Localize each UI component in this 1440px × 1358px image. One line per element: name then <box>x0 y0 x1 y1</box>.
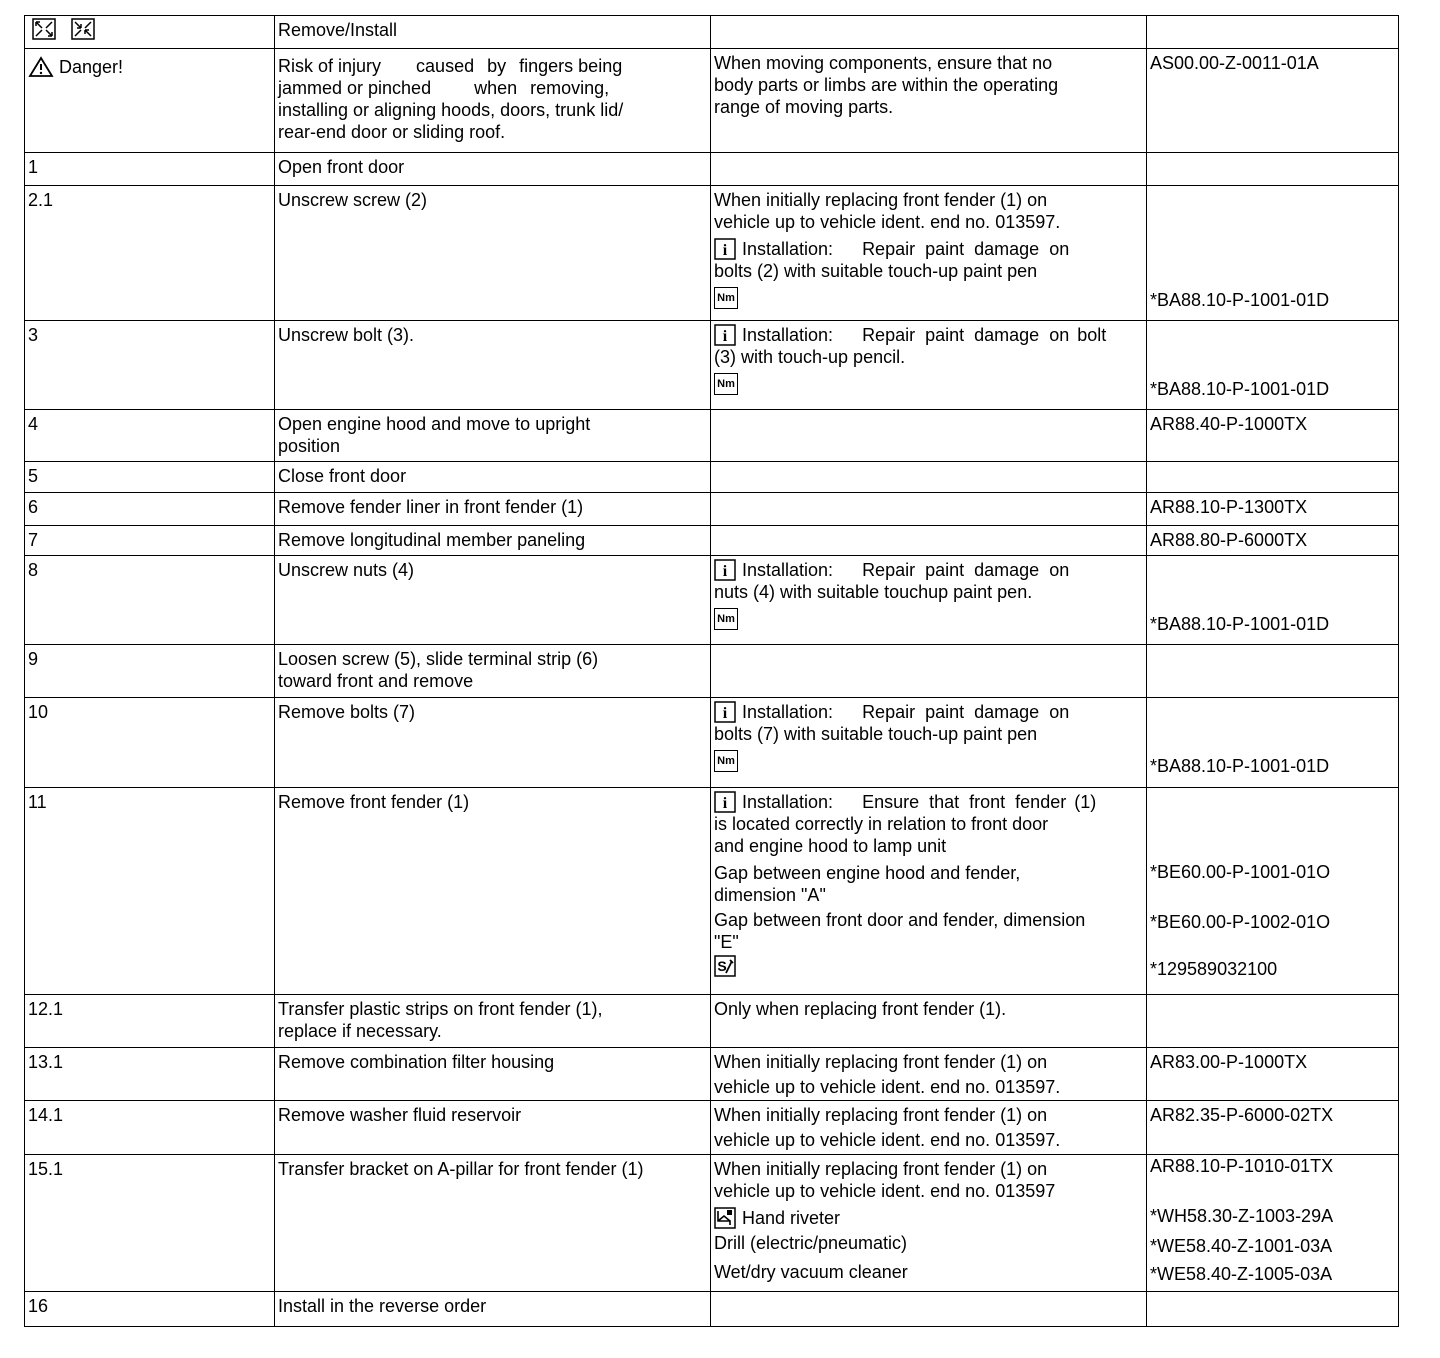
step-action: Install in the reverse order <box>275 1292 711 1327</box>
step-ref-cell <box>1147 556 1399 645</box>
table-row <box>25 493 1399 526</box>
step-ref[interactable]: AR83.00-P-1000TX <box>1147 1048 1399 1101</box>
danger-label: Danger! <box>59 57 124 78</box>
svg-text:i: i <box>722 563 728 580</box>
table-row <box>25 1292 1399 1327</box>
step-action: Unscrew nuts (4) <box>275 556 711 645</box>
step-number: 14.1 <box>25 1101 275 1155</box>
step-action: Close front door <box>275 462 711 493</box>
step-number: 3 <box>25 321 275 410</box>
svg-text:i: i <box>722 705 728 722</box>
tool-icon <box>714 1207 736 1229</box>
step-ref[interactable]: *WE58.40-Z-1005-03A <box>1150 1264 1333 1284</box>
table-row <box>25 1155 1399 1292</box>
step-ref[interactable]: *BA88.10-P-1001-01D <box>1150 614 1330 634</box>
step-ref-cell <box>1147 186 1399 321</box>
step-ref[interactable]: AR82.35-P-6000-02TX <box>1147 1101 1399 1155</box>
step-ref[interactable]: *BA88.10-P-1001-01D <box>1150 379 1330 399</box>
step-note: When initially replacing front fender (1) on vehicle up to vehicle ident. end no. 013597. i Installation: Repair paint damage on bolts (2) with suitable touch-up paint pen Nm <box>711 186 1147 321</box>
step-ref[interactable]: AR88.80-P-6000TX <box>1147 526 1399 556</box>
step-note: When initially replacing front fender (1) on vehicle up to vehicle ident. end no. 013597. <box>711 1048 1147 1101</box>
step-ref-cell <box>1147 321 1399 410</box>
torque-nm-icon: Nm <box>714 608 738 630</box>
info-icon <box>714 791 736 813</box>
torque-nm-icon: Nm <box>714 750 738 772</box>
step-number: 11 <box>25 788 275 995</box>
step-ref-cell <box>1147 698 1399 788</box>
procedure-table <box>24 15 1399 1327</box>
step-ref[interactable]: *WE58.40-Z-1001-03A <box>1150 1236 1333 1256</box>
step-ref[interactable]: AR88.40-P-1000TX <box>1147 410 1399 462</box>
info-icon <box>714 324 736 346</box>
step-note: Only when replacing front fender (1). <box>711 995 1147 1048</box>
step-ref[interactable]: *WH58.30-Z-1003-29A <box>1150 1206 1334 1226</box>
table-row <box>25 49 1399 153</box>
step-number: 1 <box>25 153 275 186</box>
step-ref-cell <box>1147 788 1399 995</box>
special-tool-icon <box>714 955 736 977</box>
step-note: i Installation: Ensure that front fender (1) is located correctly in relation to front door and engine hood to lamp unit Gap between engine hood and fender, dimension "A" Gap between front door and fender, dimension "E" S <box>711 788 1147 995</box>
header-icons-cell <box>25 16 275 49</box>
step-action: Remove front fender (1) <box>275 788 711 995</box>
step-action: Remove longitudinal member paneling <box>275 526 711 556</box>
remove-icon <box>32 18 56 40</box>
step-number: 2.1 <box>25 186 275 321</box>
table-row <box>25 1048 1399 1101</box>
step-ref[interactable]: *BA88.10-P-1001-01D <box>1150 290 1330 310</box>
step-action: Remove bolts (7) <box>275 698 711 788</box>
step-ref[interactable]: AR88.10-P-1300TX <box>1147 493 1399 526</box>
step-number: 9 <box>25 645 275 698</box>
svg-text:i: i <box>722 328 728 345</box>
step-action: Open engine hood and move to upright position <box>275 410 711 462</box>
step-ref[interactable]: *129589032100 <box>1150 959 1278 979</box>
table-row <box>25 1101 1399 1155</box>
step-action: Transfer bracket on A-pillar for front fender (1) <box>275 1155 711 1292</box>
step-number: 6 <box>25 493 275 526</box>
step-note: When initially replacing front fender (1) on vehicle up to vehicle ident. end no. 013597 Hand riveter Drill (electric/pneumatic) Wet/dry vacuum cleaner <box>711 1155 1147 1292</box>
step-action: Open front door <box>275 153 711 186</box>
svg-text:S: S <box>717 958 727 974</box>
step-ref[interactable]: *BE60.00-P-1001-01O <box>1150 862 1331 882</box>
step-number: 12.1 <box>25 995 275 1048</box>
step-number: 7 <box>25 526 275 556</box>
danger-label-cell <box>25 49 275 153</box>
install-icon <box>71 18 95 40</box>
step-number: 8 <box>25 556 275 645</box>
step-ref[interactable]: AR88.10-P-1010-01TX <box>1150 1156 1334 1176</box>
torque-nm-icon: Nm <box>714 287 738 309</box>
svg-text:i: i <box>722 242 728 259</box>
step-action: Unscrew screw (2) <box>275 186 711 321</box>
table-row <box>25 698 1399 788</box>
step-ref[interactable]: *BA88.10-P-1001-01D <box>1150 756 1330 776</box>
step-note: i Installation: Repair paint damage on bolts (7) with suitable touch-up paint pen Nm <box>711 698 1147 788</box>
step-number: 4 <box>25 410 275 462</box>
torque-nm-icon: Nm <box>714 373 738 395</box>
step-number: 10 <box>25 698 275 788</box>
step-note: i Installation: Repair paint damage on bolt (3) with touch-up pencil. Nm <box>711 321 1147 410</box>
step-ref-cell <box>1147 1155 1399 1292</box>
info-icon <box>714 559 736 581</box>
table-row <box>25 16 1399 49</box>
step-number: 13.1 <box>25 1048 275 1101</box>
info-icon <box>714 238 736 260</box>
step-number: 5 <box>25 462 275 493</box>
header-title: Remove/Install <box>275 16 711 49</box>
table-row <box>25 462 1399 493</box>
table-row <box>25 321 1399 410</box>
step-action: Transfer plastic strips on front fender (1), replace if necessary. <box>275 995 711 1048</box>
danger-note: When moving components, ensure that no body parts or limbs are within the operating range of moving parts. <box>711 49 1147 153</box>
step-ref[interactable]: *BE60.00-P-1002-01O <box>1150 912 1331 932</box>
table-row <box>25 645 1399 698</box>
info-icon <box>714 701 736 723</box>
svg-text:i: i <box>722 795 728 812</box>
step-action: Unscrew bolt (3). <box>275 321 711 410</box>
table-row <box>25 186 1399 321</box>
table-row <box>25 556 1399 645</box>
step-action: Remove washer fluid reservoir <box>275 1101 711 1155</box>
danger-ref[interactable]: AS00.00-Z-0011-01A <box>1147 49 1399 153</box>
step-action: Remove combination filter housing <box>275 1048 711 1101</box>
table-row <box>25 788 1399 995</box>
step-action: Loosen screw (5), slide terminal strip (6) toward front and remove <box>275 645 711 698</box>
step-number: 16 <box>25 1292 275 1327</box>
table-row <box>25 153 1399 186</box>
step-note: i Installation: Repair paint damage on nuts (4) with suitable touchup paint pen. Nm <box>711 556 1147 645</box>
step-note: When initially replacing front fender (1) on vehicle up to vehicle ident. end no. 013597. <box>711 1101 1147 1155</box>
danger-text: Risk of injury caused by fingers being jammed or pinched when removing, installing or aligning hoods, doors, trunk lid/ rear-end door or sliding roof. <box>275 49 711 153</box>
table-row <box>25 995 1399 1048</box>
step-number: 15.1 <box>25 1155 275 1292</box>
step-action: Remove fender liner in front fender (1) <box>275 493 711 526</box>
table-row <box>25 526 1399 556</box>
warning-triangle-icon <box>28 56 54 78</box>
table-row <box>25 410 1399 462</box>
